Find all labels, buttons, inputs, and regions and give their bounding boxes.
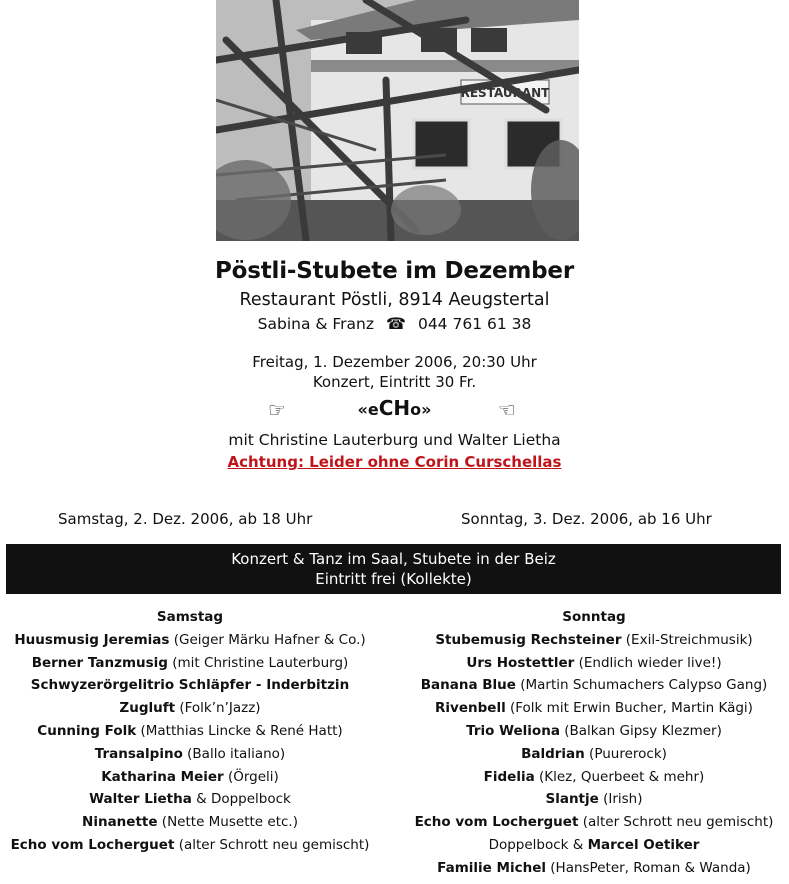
hosts-name: Sabina & Franz [257,315,375,333]
list-item: Trio Weliona (Balkan Gipsy Klezmer) [466,722,722,739]
sunday-heading: Sonntag [562,609,626,625]
banner-line-1: Konzert & Tanz im Saal, Stubete in der Beiz [231,550,556,568]
saturday-date: Samstag, 2. Dez. 2006, ab 18 Uhr [58,510,313,528]
list-item: Zugluft (Folk’n’Jazz) [119,700,261,717]
list-item: Fidelia (Klez, Querbeet & mehr) [483,768,705,785]
list-item: Familie Michel (HansPeter, Roman & Wanda) [437,859,751,876]
friday-date: Freitag, 1. Dezember 2006, 20:30 Uhr [252,353,537,371]
list-item: Katharina Meier (Örgeli) [101,768,279,785]
list-item: Slantje (Irish) [545,791,643,808]
list-item: Urs Hostettler (Endlich wieder live!) [466,654,722,671]
pointing-hand-left-icon: ☜ [498,398,516,422]
list-item: Cunning Folk (Matthias Lincke & René Hatt) [37,722,343,739]
saturday-program [0,606,380,857]
list-item: Schwyzerörgelitrio Schläpfer - Inderbitzin [30,677,350,694]
list-item: Ninanette (Nette Musette etc.) [82,814,298,831]
contact-line [0,314,789,333]
saturday-heading: Samstag [156,609,224,625]
list-item: Doppelbock & Marcel Oetiker [488,836,700,853]
sunday-date: Sonntag, 3. Dez. 2006, ab 16 Uhr [461,510,712,528]
list-item: Echo vom Locherguet (alter Schrott neu gemischt) [10,836,370,853]
venue-address: Restaurant Pöstli, 8914 Aeugstertal [239,290,550,310]
weekend-banner [6,544,781,594]
list-item: Echo vom Locherguet (alter Schrott neu gemischt) [414,814,774,831]
banner-line-2: Eintritt frei (Kollekte) [315,570,472,588]
pointing-hand-right-icon: ☞ [268,398,286,422]
restaurant-sign: RESTAURANT [460,86,550,100]
list-item: Berner Tanzmusig (mit Christine Lauterburg) [31,654,349,671]
list-item: Rivenbell (Folk mit Erwin Bucher, Martin Kägi) [435,700,753,717]
band-echo-open: «e [357,400,379,419]
phone-number: 044 761 61 38 [417,315,532,333]
list-item: Baldrian (Puurerock) [521,745,667,762]
friday-info: Konzert, Eintritt 30 Fr. [312,373,477,391]
page-title: Pöstli-Stubete im Dezember [215,258,574,284]
list-item: Walter Lietha & Doppelbock [89,791,291,808]
list-item: Stubemusig Rechsteiner (Exil-Streichmusik) [435,631,753,648]
restaurant-photo [216,0,579,241]
warning-notice: Achtung: Leider ohne Corin Curschellas [227,453,562,471]
telephone-icon: ☎ [386,314,406,333]
band-echo-close: o» [410,400,432,419]
list-item: Banana Blue (Martin Schumachers Calypso Gang) [420,677,768,694]
list-item: Huusmusig Jeremias (Geiger Märku Hafner & Co.) [14,631,366,648]
list-item: Transalpino (Ballo italiano) [94,745,286,762]
sunday-program [404,606,784,880]
band-members: mit Christine Lauterburg und Walter Lietha [228,431,561,449]
band-echo-mid: CH [378,396,411,420]
band-echo [0,396,789,420]
